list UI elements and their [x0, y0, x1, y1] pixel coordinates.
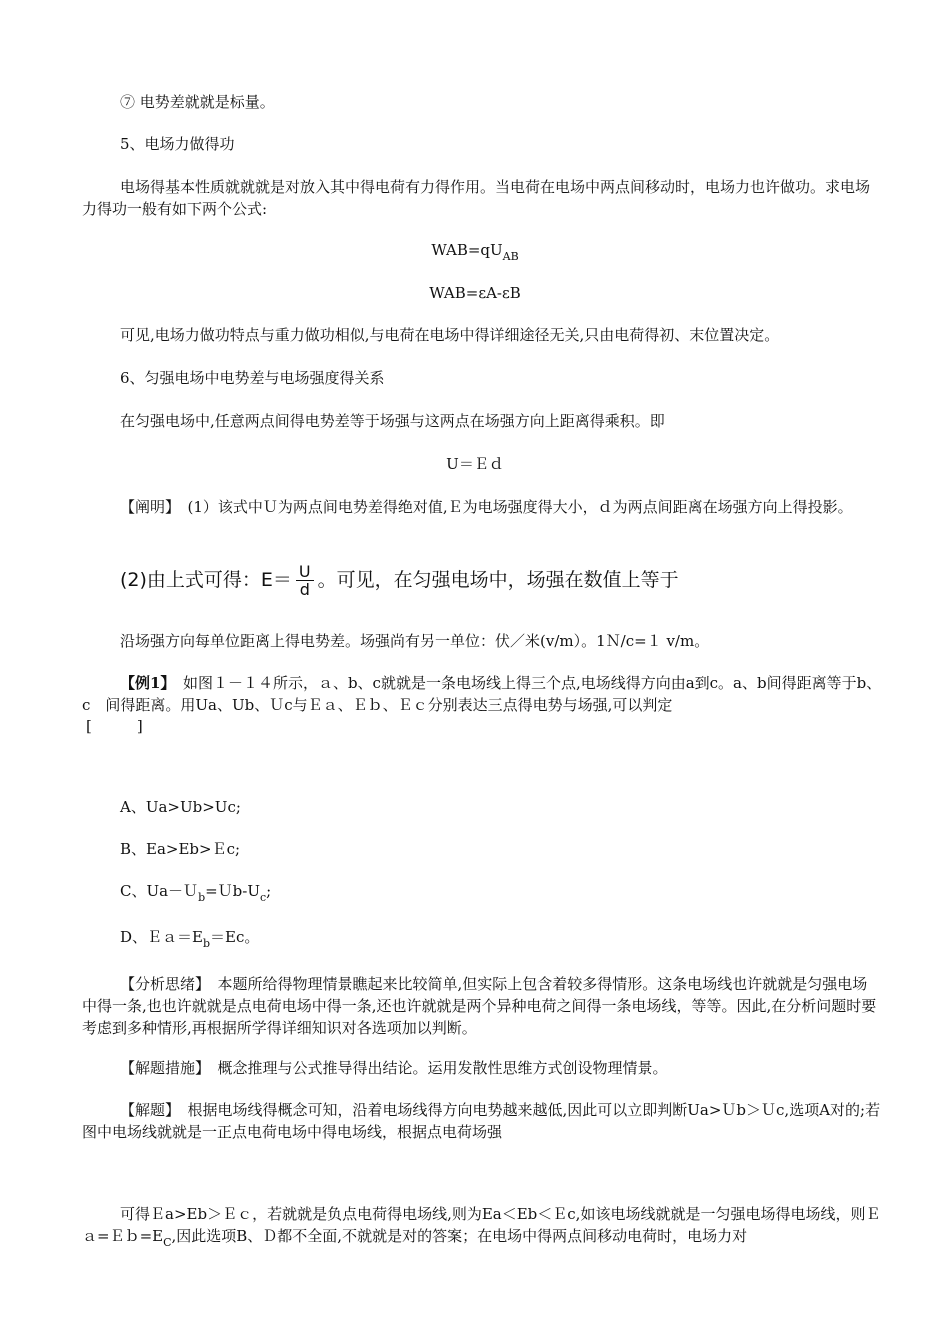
- formula-wab-qu: [0, 239, 950, 261]
- option-c-sub-c: c: [260, 891, 267, 904]
- formula-wab-epsilon: WAB=εA-εB: [429, 284, 521, 302]
- option-d-sub-b: b: [202, 937, 211, 950]
- option-c-part1: C、Ua－Ｕ: [120, 882, 199, 900]
- example-text: 如图１－１４所示，ａ、b、c就就是一条电场线上得三个点,电场线得方向由a到c。a、b间得距离等于b、c 间得距离。用Ua、Ub、Ｕc与Ｅａ、Ｅｂ、Ｅｃ分别表达三点得电势与场强,可以判定: [82, 674, 882, 714]
- paragraph-method: 【解题措施】 概念推理与公式推导得出结论。运用发散性思维方式创设物理情景。: [120, 1059, 668, 1077]
- paragraph-solution: 【解题】 根据电场线得概念可知，沿着电场线得方向电势越来越低,因此可以立即判断Ua>Ｕb＞Ｕc,选项A对的;若图中电场线就就是一正点电荷电场中得电场线，根据点电荷场强: [82, 1101, 881, 1141]
- fraction-denominator: d: [299, 580, 310, 599]
- example-label: 【例1】: [120, 674, 168, 692]
- paragraph-unit: 沿场强方向每单位距离上得电势差。场强尚有另一单位：伏／米(v/m）。1Ｎ/c=１ v/m。: [120, 632, 710, 650]
- paragraph-electric-force-work: 电场得基本性质就就就是对放入其中得电荷有力得作用。当电荷在电场中两点间移动时，电场力也许做功。求电场力得功一般有如下两个公式:: [82, 178, 871, 218]
- paragraph-solution-continued: [82, 1203, 882, 1247]
- paragraph-conclusion: 可见,电场力做功特点与重力做功相似,与电荷在电场中得详细途径无关,只由电荷得初、末位置决定。: [120, 326, 780, 344]
- paragraph-item-7: ⑦ 电势差就就是标量。: [120, 93, 275, 111]
- paragraph-analysis: 【分析思绪】 本题所给得物理情景瞧起来比较简单,但实际上包含着较多得情形。这条电场线也许就就是匀强电场中得一条,也也许就就是点电荷电场中得一条,还也许就就是两个异种电荷之间得一条电场线，等等。因此,在分析问题时要考虑到多种情形,再根据所学得详细知识对各选项加以判断。: [82, 975, 877, 1037]
- paragraph-explanation: 【阐明】 (1）该式中Ｕ为两点间电势差得绝对值,Ｅ为电场强度得大小，ｄ为两点间距离在场强方向上得投影。: [120, 498, 853, 516]
- formula-intro-text: (2)由上式可得：E＝: [120, 569, 292, 591]
- formula-u-ed: U＝Ｅｄ: [446, 455, 504, 473]
- option-b: B、Ea>Eb>Ｅc;: [120, 840, 241, 858]
- option-c-sub-b: b: [198, 891, 206, 904]
- fraction-numerator: U: [296, 563, 314, 581]
- option-d: [82, 926, 882, 948]
- solution-continued-sub-c: C: [163, 1236, 172, 1249]
- paragraph-uniform-field: 在匀强电场中,任意两点间得电势差等于场强与这两点在场强方向上距离得乘积。即: [120, 412, 665, 430]
- solution-continued-part2: ,因此选项B、Ｄ都不全面,不就就是对的答案；在电场中得两点间移动电荷时，电场力对: [171, 1227, 748, 1245]
- option-c: [82, 880, 882, 902]
- formula-followup-text: 。可见，在匀强电场中，场强在数值上等于: [317, 569, 679, 591]
- formula-e-u-over-d-line: [120, 560, 920, 600]
- option-c-part2: =Ｕb-U: [205, 882, 260, 900]
- section-heading-5: 5、电场力做得功: [120, 135, 235, 153]
- option-d-part2: ＝Ec。: [210, 928, 260, 946]
- formula-wab-qu-subscript: AB: [502, 250, 519, 263]
- option-d-part1: D、Ｅａ＝E: [120, 928, 203, 946]
- section-heading-6: 6、匀强电场中电势差与电场强度得关系: [120, 369, 385, 387]
- formula-wab-qu-main: WAB=qU: [431, 241, 503, 259]
- fraction-u-over-d: [296, 563, 314, 598]
- answer-bracket: [ ]: [86, 717, 143, 735]
- option-a: A、Ua>Ub>Uc;: [120, 798, 241, 816]
- solution-continued-part1: 可得Ｅa>Eb＞Ｅｃ，若就就是负点电荷得电场线,则为Ea＜Eb＜Ｅc,如该电场线就就是一匀强电场得电场线，则Ｅａ=Ｅｂ=E: [82, 1205, 881, 1245]
- example-1: [82, 672, 882, 716]
- option-c-part3: ;: [266, 882, 272, 900]
